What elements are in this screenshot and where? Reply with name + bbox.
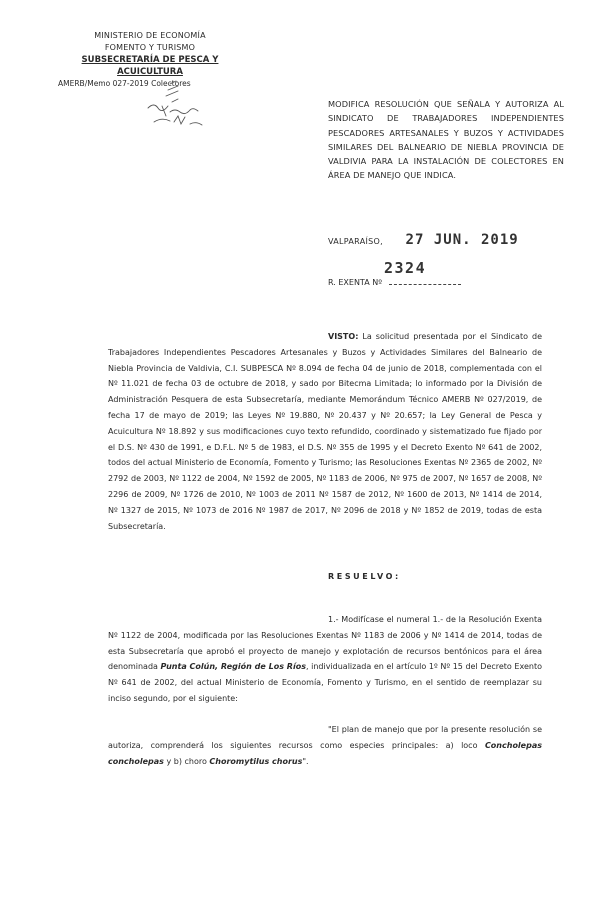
resolution-number-line [328,259,461,287]
resolution-title: MODIFICA RESOLUCIÓN QUE SEÑALA Y AUTORIZA AL SINDICATO DE TRABAJADORES INDEPENDIENTES PESCADORES ARTESANALES Y BUZOS Y ACTIVIDADES SIMILARES DEL BALNEARIO DE NIEBLA PROVINCIA DE VALDIVIA PARA LA INSTALACIÓN DE COLECTORES EN ÁREA DE MANEJO QUE INDICA. [328,99,564,181]
area-name: Punta Colún, Región de Los Ríos [160,662,306,672]
visto-text: La solicitud presentada por el Sindicato de Trabajadores Independientes Pescadores Artesanales y Buzos y Actividades Similares del Balneario de Niebla Provincia de Valdivia, C.I. SUBPESCA Nº 8.094 de fecha 04 de junio de 2018, complementada con el Nº 11.021 de fecha 03 de octubre de 2018, y sado por Bitecma Limitada; lo informado por la División de Administración Pesquera de esta Subsecretaría, mediante Memorándum Técnico AMERB Nº 027/2019, de fecha 17 de mayo de 2019; las Leyes Nº 19.880, Nº 20.437 y Nº 20.657; la Ley General de Pesca y Acuicultura Nº 18.892 y sus modificaciones cuyo texto refundido, coordinado y sistematizado fue fijado por el D.S. Nº 430 de 1991, e D.F.L. Nº 5 de 1983, el D.S. Nº 355 de 1995 y el Decreto Exento Nº 641 de 2002, todos del actual Ministerio de Economía, Fomento y Turismo; las Resoluciones Exentas Nº 2365 de 2002, Nº 2792 de 2003, Nº 1122 de 2004, Nº 1592 de 2005, Nº 1183 de 2006, Nº 975 de 2007, Nº 1657 de 2008, Nº 2296 de 2009, Nº 1726 de 2010, Nº 1003 de 2011 Nº 1587 de 2012, Nº 1600 de 2013, Nº 1414 de 2014, Nº 1327 de 2015, Nº 1073 de 2016 Nº 1987 de 2017, Nº 2096 de 2018 y Nº 1852 de 2019, todas de esta Subsecretaría. [108,332,542,531]
number-underline [389,284,461,285]
ministry-name: MINISTERIO DE ECONOMÍA [94,31,206,40]
quote-text-a: "El plan de manejo que por la presente resolución se autoriza, comprenderá los siguientes recursos como especies principales: a) loco [108,725,542,750]
ministry-subname: FOMENTO Y TURISMO [104,43,196,52]
visto-paragraph [108,329,542,534]
species-choro: Choromytilus chorus [209,756,303,766]
visto-label: VISTO: [328,332,359,341]
article-1-text-b: , individualizada en el artículo 1º Nº 15 del Decreto Exento Nº 641 de 2002, del actual Ministerio de Economía, Fomento y Turismo, en el sentido de reemplazar su inciso segundo, por el siguiente: [108,662,542,703]
resolution-number-label: R. EXENTA Nº [328,278,382,287]
quote-text-b: y b) choro [163,756,210,766]
place-label: VALPARAÍSO, [328,237,383,246]
species-loco: Concholepas concholepas [108,740,542,766]
quote-text-c: ". [302,756,309,766]
article-1-paragraph [108,612,542,707]
quoted-paragraph [108,722,542,769]
date-line [328,232,519,248]
article-1-text-a: 1.- Modifícase el numeral 1.- de la Resolución Exenta Nº 1122 de 2004, modificada por las Resoluciones Exentas Nº 1183 de 2006 y Nº 1414 de 2014, todas de esta Subsecretaría que aprobó el proyecto de manejo y explotación de recursos bentónicos para el área denominada [108,615,542,672]
resolution-number: 2324 [384,259,427,277]
date-stamp: 27 JUN. 2019 [405,232,519,248]
handwritten-initials-stamp [140,78,220,136]
memo-reference: AMERB/Memo 027-2019 Colectores [58,79,191,88]
resuelvo-heading: RESUELVO: [328,572,401,581]
subsecretaria-name: SUBSECRETARÍA DE PESCA Y ACUICULTURA [81,55,219,77]
